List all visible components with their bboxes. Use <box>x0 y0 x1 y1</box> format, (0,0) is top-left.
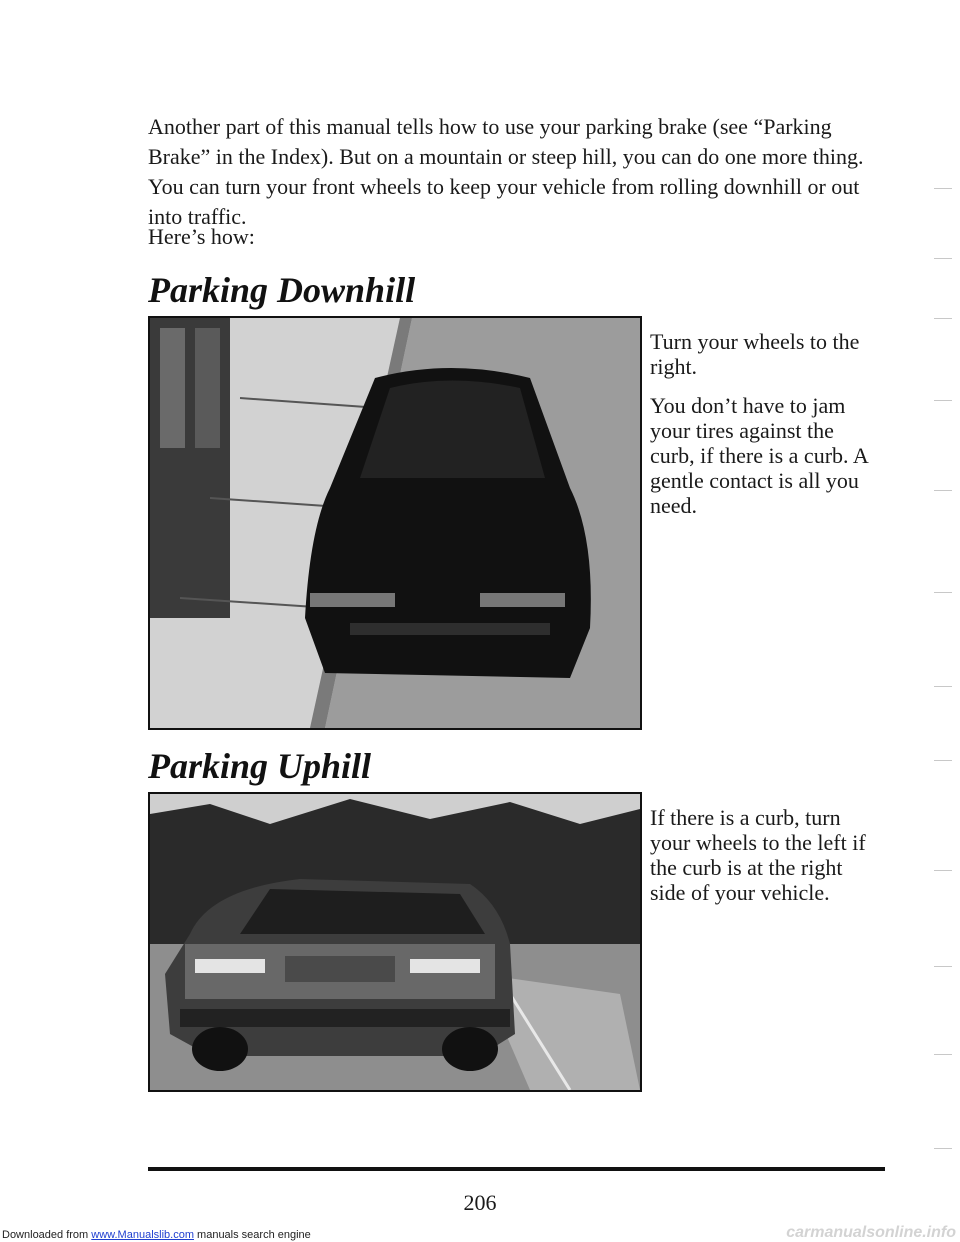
downhill-illustration <box>150 318 640 728</box>
uphill-illustration <box>150 794 640 1090</box>
footer-prefix: Downloaded from <box>2 1229 92 1241</box>
intro-paragraph: Another part of this manual tells how to use your parking brake (see “Parking Brake” in the Index). But on a mountain or steep hill, you can do one more thing. You can turn your front wheels to keep your vehicle from rolling downhill or out into traffic. <box>148 114 864 229</box>
parking-downhill-heading: Parking Downhill <box>148 270 416 310</box>
parking-uphill-photo <box>148 792 642 1092</box>
uphill-instructions <box>650 805 880 919</box>
downhill-note-text: You don’t have to jam your tires against the curb, if there is a curb. A gentle contact is all you need. <box>650 393 868 518</box>
parking-uphill-heading: Parking Uphill <box>148 746 372 786</box>
heres-how-text: Here’s how: <box>148 224 255 249</box>
margin-tick-marks <box>926 0 956 1242</box>
downhill-instructions <box>650 329 880 532</box>
page-number: 206 <box>463 1190 497 1215</box>
footer-download-text <box>2 1228 311 1242</box>
footer-suffix: manuals search engine <box>193 1229 311 1241</box>
uphill-instruction-text: If there is a curb, turn your wheels to the left if the curb is at the right side of your vehicle. <box>650 805 866 905</box>
footer-bar <box>0 1224 960 1242</box>
watermark-text: carmanualsonline.info <box>786 1224 956 1241</box>
parking-downhill-photo <box>148 316 642 730</box>
page-rule <box>148 1167 885 1171</box>
manualslib-link[interactable]: www.Manualslib.com <box>91 1229 194 1241</box>
downhill-instruction-text: Turn your wheels to the right. <box>650 329 860 379</box>
